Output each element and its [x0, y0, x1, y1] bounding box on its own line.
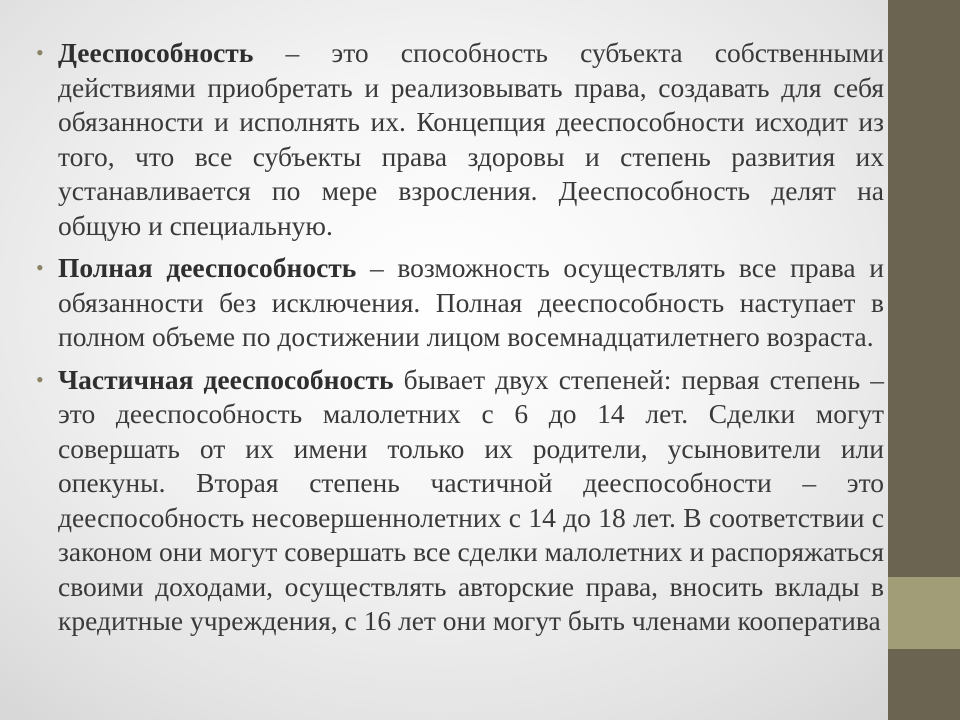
bullet-term: Дееспособность: [58, 37, 254, 68]
bullet-paragraph: [58, 363, 884, 639]
bullet-body: бывает двух степеней: первая степень – это дееспособность малолетних с 6 до 14 лет. Сделки могут совершать от их имени только их родители, усыновители или опекуны. Вторая степень частичной дееспособности – это дееспособность несовершеннолетних с 14 до 18 лет. В соответствии с законом они могут совершать все сделки малолетних и распоряжаться своими доходами, осуществлять авторские права, вносить вклады в кредитные учреждения, с 16 лет они могут быть членами кооператива: [58, 363, 884, 636]
bullet-paragraph: [58, 36, 884, 243]
bullet-dot-icon: •: [36, 40, 44, 65]
bullet-term: Частичная дееспособность: [58, 363, 394, 395]
bullet-item-capacity: [36, 36, 884, 243]
bullet-dot-icon: •: [36, 255, 44, 280]
bullet-body: – это способность субъекта собственными действиями приобретать и реализовывать права, создавать для себя обязанности и исполнять их. Концепция дееспособности исходит из того, что все субъекты права здоровы и степень развития их устанавливается по мере взросления. Дееспособность делят на общую и специальную.: [58, 37, 884, 241]
slide-content: [36, 36, 884, 647]
bullet-item-partial-capacity: [36, 363, 884, 639]
sidebar-accent-block: [888, 577, 960, 649]
bullet-item-full-capacity: [36, 251, 884, 355]
bullet-dot-icon: •: [36, 366, 44, 392]
bullet-term: Полная дееспособность: [58, 252, 357, 283]
bullet-paragraph: [58, 251, 884, 355]
bullet-body: – возможность осуществлять все права и обязанности без исключения. Полная дееспособность наступает в полном объеме по достижении лицом восемнадцатилетнего возраста.: [58, 252, 884, 352]
